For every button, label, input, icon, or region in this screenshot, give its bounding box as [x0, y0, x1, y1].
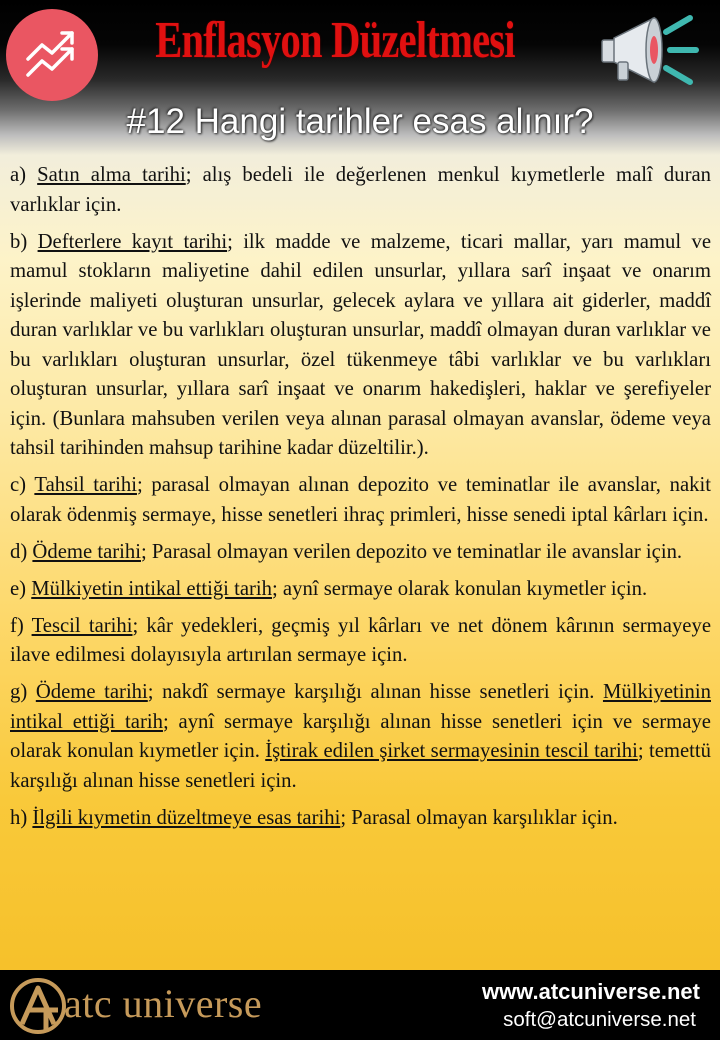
topic-heading: #12 Hangi tarihler esas alınır? — [126, 102, 594, 141]
item-marker: f) — [10, 614, 32, 637]
date-basis-term: İlgili kıymetin düzeltmeye esas tarihi — [32, 806, 341, 829]
item-text: ; aynî sermaye karşılığı alınan hisse senetleri için ve sermaye olarak konulan kıymetler için. — [10, 710, 711, 762]
footer — [0, 970, 720, 1040]
item-text: ; alış bedeli ile değerlenen menkul kıymetlerle malî duran varlıklar için. — [10, 164, 711, 216]
footer-brand-name: atc universe — [64, 981, 263, 1026]
megaphone-icon — [592, 10, 704, 90]
list-item — [10, 538, 711, 568]
list-item — [10, 161, 711, 220]
item-text: ; aynî sermaye olarak konulan kıymetler için. — [272, 577, 648, 600]
list-item — [10, 612, 711, 671]
list-item — [10, 575, 711, 605]
date-basis-term: Tescil tarihi — [31, 614, 133, 637]
item-marker: h) — [10, 806, 33, 829]
atc-logo-icon — [8, 976, 68, 1036]
website-link[interactable]: www.atcuniverse.net — [481, 979, 700, 1004]
date-basis-term: Ödeme tarihi — [32, 540, 141, 563]
header — [0, 0, 720, 150]
item-marker: g) — [10, 681, 36, 703]
page-title: Enflasyon Düzeltmesi — [155, 12, 515, 69]
list-item — [10, 471, 711, 530]
item-text: ; nakdî sermaye karşılığı alınan hisse senetleri için. — [147, 681, 603, 703]
item-text: ; Parasal olmayan karşılıklar için. — [340, 806, 618, 829]
date-basis-term: İştirak edilen şirket sermayesinin tescil tarihi — [265, 740, 638, 762]
date-basis-term: Tahsil tarihi — [34, 474, 137, 496]
date-basis-term: Mülkiyetinin intikal ettiği tarih — [10, 681, 711, 733]
item-text: ; kâr yedekleri, geçmiş yıl kârları ve net dönem kârının sermayeye ilave edilmesi dolayısıyla artırılan sermaye için. — [10, 614, 712, 666]
list-item — [10, 678, 711, 796]
date-basis-term: Ödeme tarihi — [35, 681, 148, 703]
item-marker: d) — [10, 540, 33, 563]
item-text: ; ilk madde ve malzeme, ticari mallar, yarı mamul ve mamul stokların maliyetine dahil edilen unsurlar, yıllara sarî inşaat ve onarım işlerinde maliyeti oluşturan unsurlar, gelecek aylara ve yıllara ait giderler, maddî duran varlıklar ve bu varlıkları oluşturan unsurlar, maddî olmayan duran varlıklar ve bu varlıkları oluşturan unsurlar, özel tükenmeye tâbi varlıklar ve bu varlıkları oluşturan unsurlar, yıllara sarî inşaat ve onarım hakedişleri, haklar ve şerefiyeler için. (Bunlara mahsuben verilen veya alınan parasal olmayan avanslar, ödeme veya tahsil tarihinden mahsup tarihine kadar düzeltilir.). — [10, 230, 712, 459]
date-basis-term: Satın alma tarihi — [37, 164, 186, 186]
date-basis-term: Mülkiyetin intikal ettiği tarih — [31, 577, 272, 600]
item-marker: a) — [10, 164, 38, 186]
list-item — [10, 804, 711, 834]
email-link[interactable]: soft@atcuniverse.net — [503, 1008, 696, 1031]
trend-up-arrows-icon — [6, 9, 98, 101]
date-basis-term: Defterlere kayıt tarihi — [37, 230, 228, 253]
item-marker: b) — [10, 230, 38, 253]
list-item — [10, 228, 711, 464]
item-text: ; temettü karşılığı alınan hisse senetleri için. — [10, 740, 711, 792]
item-text: ; Parasal olmayan verilen depozito ve teminatlar ile avanslar için. — [140, 540, 683, 563]
item-marker: e) — [10, 577, 32, 600]
item-marker: c) — [10, 474, 35, 496]
item-text: ; parasal olmayan alınan depozito ve teminatlar ile avanslar, nakit olarak ödenmiş sermaye, hisse senetleri ihraç primleri, hisse senedi iptal kârları için. — [10, 474, 711, 526]
content-list — [10, 161, 711, 841]
